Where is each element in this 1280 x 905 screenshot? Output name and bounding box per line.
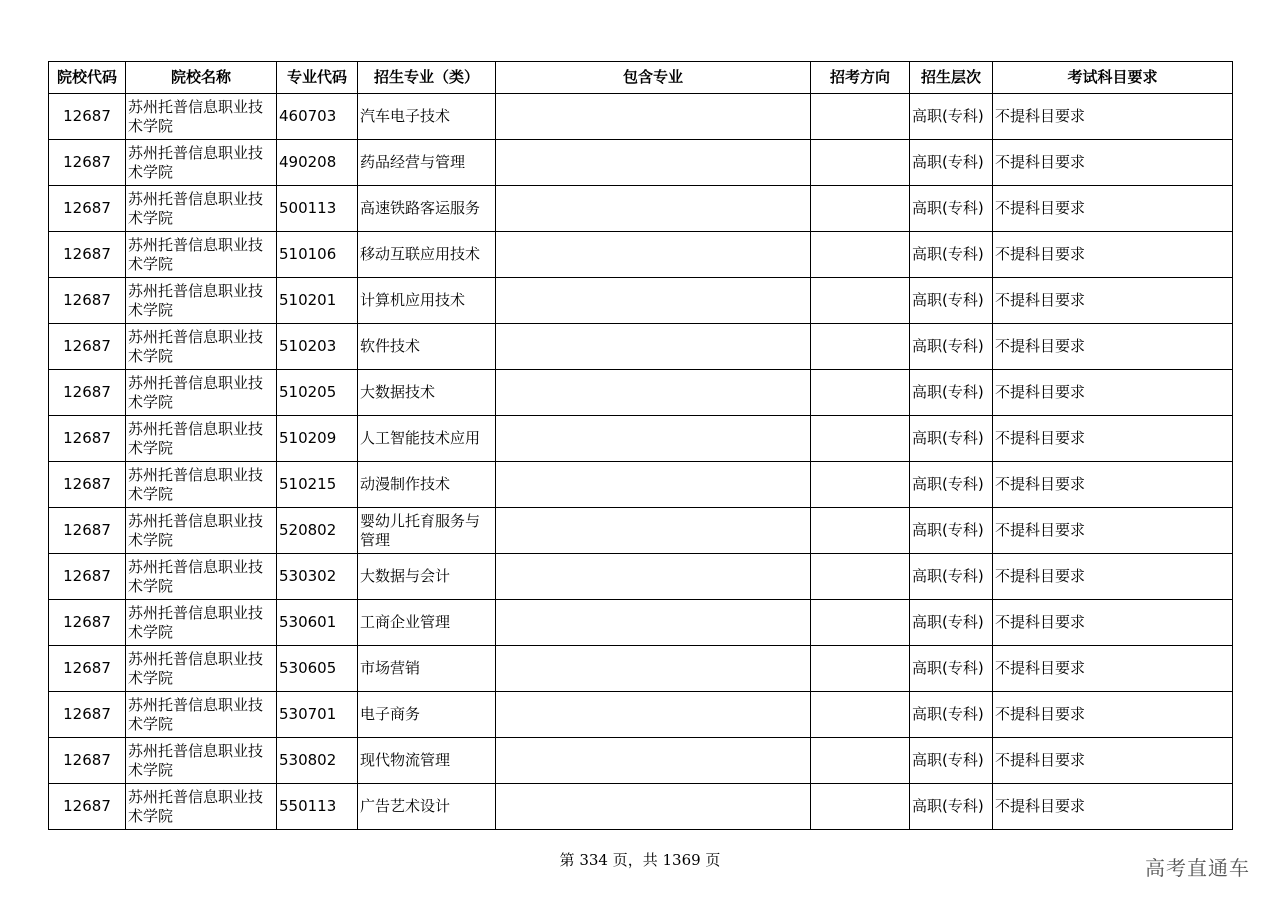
cell-school-code: 12687 bbox=[49, 554, 126, 600]
cell-level: 高职(专科) bbox=[910, 186, 993, 232]
cell-level: 高职(专科) bbox=[910, 416, 993, 462]
cell-included-majors bbox=[496, 462, 811, 508]
cell-school-name: 苏州托普信息职业技术学院 bbox=[126, 508, 277, 554]
cell-requirement: 不提科目要求 bbox=[993, 600, 1233, 646]
cell-direction bbox=[811, 738, 910, 784]
cell-level: 高职(专科) bbox=[910, 94, 993, 140]
cell-major-code: 510203 bbox=[277, 324, 358, 370]
cell-major: 广告艺术设计 bbox=[358, 784, 496, 830]
cell-major-code: 520802 bbox=[277, 508, 358, 554]
cell-school-name: 苏州托普信息职业技术学院 bbox=[126, 94, 277, 140]
cell-requirement: 不提科目要求 bbox=[993, 370, 1233, 416]
table-row bbox=[49, 692, 1233, 738]
header-direction: 招考方向 bbox=[811, 62, 910, 94]
table-row bbox=[49, 600, 1233, 646]
cell-major: 移动互联应用技术 bbox=[358, 232, 496, 278]
cell-school-code: 12687 bbox=[49, 278, 126, 324]
cell-major-code: 460703 bbox=[277, 94, 358, 140]
cell-school-code: 12687 bbox=[49, 784, 126, 830]
table-row bbox=[49, 416, 1233, 462]
table-row bbox=[49, 324, 1233, 370]
cell-included-majors bbox=[496, 508, 811, 554]
cell-requirement: 不提科目要求 bbox=[993, 324, 1233, 370]
cell-school-name: 苏州托普信息职业技术学院 bbox=[126, 278, 277, 324]
table-header-row bbox=[49, 62, 1233, 94]
watermark: 高考直通车 bbox=[1145, 856, 1250, 880]
admissions-table bbox=[48, 61, 1233, 830]
header-major-code: 专业代码 bbox=[277, 62, 358, 94]
cell-included-majors bbox=[496, 140, 811, 186]
cell-requirement: 不提科目要求 bbox=[993, 462, 1233, 508]
cell-direction bbox=[811, 186, 910, 232]
cell-major: 工商企业管理 bbox=[358, 600, 496, 646]
table-row bbox=[49, 646, 1233, 692]
cell-direction bbox=[811, 646, 910, 692]
header-major: 招生专业（类） bbox=[358, 62, 496, 94]
cell-included-majors bbox=[496, 600, 811, 646]
cell-direction bbox=[811, 784, 910, 830]
cell-school-code: 12687 bbox=[49, 600, 126, 646]
header-included-majors: 包含专业 bbox=[496, 62, 811, 94]
cell-school-code: 12687 bbox=[49, 140, 126, 186]
cell-school-name: 苏州托普信息职业技术学院 bbox=[126, 324, 277, 370]
cell-school-name: 苏州托普信息职业技术学院 bbox=[126, 370, 277, 416]
cell-major: 大数据与会计 bbox=[358, 554, 496, 600]
cell-included-majors bbox=[496, 646, 811, 692]
cell-direction bbox=[811, 232, 910, 278]
header-requirement: 考试科目要求 bbox=[993, 62, 1233, 94]
cell-school-name: 苏州托普信息职业技术学院 bbox=[126, 646, 277, 692]
cell-school-name: 苏州托普信息职业技术学院 bbox=[126, 140, 277, 186]
table-row bbox=[49, 140, 1233, 186]
cell-requirement: 不提科目要求 bbox=[993, 738, 1233, 784]
cell-level: 高职(专科) bbox=[910, 232, 993, 278]
cell-major-code: 510106 bbox=[277, 232, 358, 278]
header-school-code: 院校代码 bbox=[49, 62, 126, 94]
cell-included-majors bbox=[496, 94, 811, 140]
cell-school-code: 12687 bbox=[49, 416, 126, 462]
cell-school-code: 12687 bbox=[49, 186, 126, 232]
cell-major: 电子商务 bbox=[358, 692, 496, 738]
cell-major-code: 510209 bbox=[277, 416, 358, 462]
table-row bbox=[49, 94, 1233, 140]
cell-major: 高速铁路客运服务 bbox=[358, 186, 496, 232]
cell-school-name: 苏州托普信息职业技术学院 bbox=[126, 738, 277, 784]
cell-school-code: 12687 bbox=[49, 232, 126, 278]
cell-level: 高职(专科) bbox=[910, 140, 993, 186]
cell-major-code: 530302 bbox=[277, 554, 358, 600]
cell-school-code: 12687 bbox=[49, 692, 126, 738]
cell-major-code: 490208 bbox=[277, 140, 358, 186]
cell-requirement: 不提科目要求 bbox=[993, 646, 1233, 692]
cell-major-code: 550113 bbox=[277, 784, 358, 830]
cell-requirement: 不提科目要求 bbox=[993, 186, 1233, 232]
cell-direction bbox=[811, 600, 910, 646]
cell-major: 市场营销 bbox=[358, 646, 496, 692]
cell-requirement: 不提科目要求 bbox=[993, 416, 1233, 462]
cell-major: 人工智能技术应用 bbox=[358, 416, 496, 462]
cell-included-majors bbox=[496, 186, 811, 232]
cell-included-majors bbox=[496, 232, 811, 278]
cell-direction bbox=[811, 508, 910, 554]
cell-school-code: 12687 bbox=[49, 462, 126, 508]
cell-school-name: 苏州托普信息职业技术学院 bbox=[126, 232, 277, 278]
table-row bbox=[49, 784, 1233, 830]
cell-major: 大数据技术 bbox=[358, 370, 496, 416]
header-level: 招生层次 bbox=[910, 62, 993, 94]
cell-level: 高职(专科) bbox=[910, 692, 993, 738]
table-row bbox=[49, 186, 1233, 232]
cell-level: 高职(专科) bbox=[910, 554, 993, 600]
cell-major-code: 530802 bbox=[277, 738, 358, 784]
header-school-name: 院校名称 bbox=[126, 62, 277, 94]
cell-school-name: 苏州托普信息职业技术学院 bbox=[126, 554, 277, 600]
cell-level: 高职(专科) bbox=[910, 324, 993, 370]
cell-school-code: 12687 bbox=[49, 94, 126, 140]
cell-major-code: 530601 bbox=[277, 600, 358, 646]
cell-major-code: 500113 bbox=[277, 186, 358, 232]
cell-requirement: 不提科目要求 bbox=[993, 554, 1233, 600]
cell-major-code: 530605 bbox=[277, 646, 358, 692]
cell-requirement: 不提科目要求 bbox=[993, 94, 1233, 140]
cell-level: 高职(专科) bbox=[910, 278, 993, 324]
cell-included-majors bbox=[496, 324, 811, 370]
cell-school-name: 苏州托普信息职业技术学院 bbox=[126, 462, 277, 508]
cell-level: 高职(专科) bbox=[910, 370, 993, 416]
cell-direction bbox=[811, 278, 910, 324]
cell-school-code: 12687 bbox=[49, 738, 126, 784]
cell-level: 高职(专科) bbox=[910, 508, 993, 554]
cell-direction bbox=[811, 370, 910, 416]
cell-level: 高职(专科) bbox=[910, 646, 993, 692]
cell-level: 高职(专科) bbox=[910, 784, 993, 830]
cell-direction bbox=[811, 140, 910, 186]
cell-major-code: 510215 bbox=[277, 462, 358, 508]
cell-school-name: 苏州托普信息职业技术学院 bbox=[126, 186, 277, 232]
cell-included-majors bbox=[496, 554, 811, 600]
cell-level: 高职(专科) bbox=[910, 600, 993, 646]
table-row bbox=[49, 508, 1233, 554]
cell-direction bbox=[811, 324, 910, 370]
cell-major: 软件技术 bbox=[358, 324, 496, 370]
cell-school-name: 苏州托普信息职业技术学院 bbox=[126, 692, 277, 738]
cell-major: 药品经营与管理 bbox=[358, 140, 496, 186]
table-row bbox=[49, 462, 1233, 508]
table-row bbox=[49, 370, 1233, 416]
cell-major-code: 510205 bbox=[277, 370, 358, 416]
cell-direction bbox=[811, 692, 910, 738]
cell-requirement: 不提科目要求 bbox=[993, 278, 1233, 324]
cell-school-code: 12687 bbox=[49, 508, 126, 554]
cell-direction bbox=[811, 554, 910, 600]
page-number: 第 334 页，共 1369 页 bbox=[559, 851, 721, 869]
table-row bbox=[49, 738, 1233, 784]
cell-major: 现代物流管理 bbox=[358, 738, 496, 784]
cell-requirement: 不提科目要求 bbox=[993, 692, 1233, 738]
cell-included-majors bbox=[496, 278, 811, 324]
table-row bbox=[49, 232, 1233, 278]
cell-included-majors bbox=[496, 370, 811, 416]
cell-school-name: 苏州托普信息职业技术学院 bbox=[126, 784, 277, 830]
cell-direction bbox=[811, 94, 910, 140]
cell-included-majors bbox=[496, 416, 811, 462]
cell-requirement: 不提科目要求 bbox=[993, 232, 1233, 278]
cell-major: 计算机应用技术 bbox=[358, 278, 496, 324]
cell-direction bbox=[811, 462, 910, 508]
cell-school-code: 12687 bbox=[49, 646, 126, 692]
cell-included-majors bbox=[496, 692, 811, 738]
cell-included-majors bbox=[496, 784, 811, 830]
cell-school-name: 苏州托普信息职业技术学院 bbox=[126, 600, 277, 646]
cell-level: 高职(专科) bbox=[910, 738, 993, 784]
cell-requirement: 不提科目要求 bbox=[993, 508, 1233, 554]
cell-major: 婴幼儿托育服务与管理 bbox=[358, 508, 496, 554]
cell-requirement: 不提科目要求 bbox=[993, 784, 1233, 830]
table-row bbox=[49, 278, 1233, 324]
cell-direction bbox=[811, 416, 910, 462]
cell-requirement: 不提科目要求 bbox=[993, 140, 1233, 186]
cell-major-code: 530701 bbox=[277, 692, 358, 738]
cell-major: 汽车电子技术 bbox=[358, 94, 496, 140]
cell-school-code: 12687 bbox=[49, 324, 126, 370]
cell-major: 动漫制作技术 bbox=[358, 462, 496, 508]
cell-major-code: 510201 bbox=[277, 278, 358, 324]
cell-level: 高职(专科) bbox=[910, 462, 993, 508]
cell-included-majors bbox=[496, 738, 811, 784]
cell-school-name: 苏州托普信息职业技术学院 bbox=[126, 416, 277, 462]
table-row bbox=[49, 554, 1233, 600]
cell-school-code: 12687 bbox=[49, 370, 126, 416]
